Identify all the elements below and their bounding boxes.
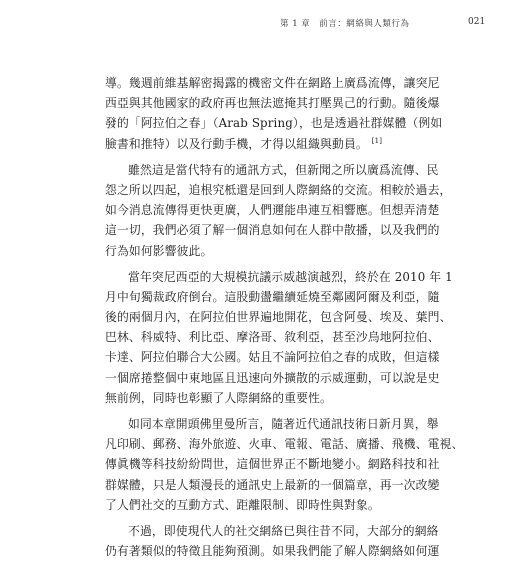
- text-line: [105, 267, 453, 287]
- line-text: 如今消息流傳得更快更廣，人們邇能串連互相響應。但想弄清楚: [105, 203, 440, 218]
- line-text: 不過，即使現代人的社交網絡已與往昔不同，大部分的網絡: [128, 523, 439, 538]
- paragraph: [105, 73, 443, 154]
- line-text: 導。幾週前維基解密揭露的機密文件在網路上廣爲流傳，讓突尼: [105, 76, 440, 90]
- line-text: 傳眞機等科技紛紛問世，這個世界正不斷地變小。網路科技和社: [105, 457, 440, 472]
- running-header: [0, 0, 520, 30]
- line-text: 行為如何影響彼此。: [105, 243, 213, 258]
- text-line: [105, 160, 439, 180]
- line-text: 後的兩個月內，在阿拉伯世界遍地開花，包含阿曼、埃及、葉門、: [105, 310, 452, 325]
- text-line: [105, 414, 439, 434]
- line-text: 凡印刷、郵務、海外旅遊、火車、電報、電話、廣播、飛機、電視、: [105, 437, 464, 452]
- text-line: [105, 93, 440, 113]
- paragraph: [105, 521, 440, 561]
- text-line: [105, 241, 429, 261]
- line-text: 無前例，同時也彰顯了人際網絡的重要性。: [105, 390, 332, 405]
- line-text: 一個席捲整個中東地區且迅速向外擴散的示威運動，可以說是史: [105, 370, 440, 385]
- text-line: [105, 134, 429, 154]
- line-text: 怨之所以四起，追根究柢還是回到人際網絡的交流。相較於過去，: [105, 182, 452, 197]
- line-text: 卡達、阿拉伯聯合大公國。姑且不論阿拉伯之春的成敗，但這樣: [105, 350, 440, 365]
- page-number: 021: [468, 17, 486, 27]
- text-line: [105, 327, 440, 347]
- text-line: [105, 495, 429, 515]
- text-line: [105, 113, 443, 133]
- line-text: 巴林、科威特、利比亞、摩洛哥、敘利亞，甚至沙烏地阿拉伯、: [105, 330, 440, 345]
- line-text: 群媒體，只是人類漫長的通訊史上最新的一個篇章，再一次改變: [105, 477, 440, 492]
- body-text: [105, 73, 464, 561]
- line-text: 當年突尼西亞的大規模抗議示威越演越烈，終於在 2010 年 1: [128, 269, 453, 284]
- text-line: [105, 454, 440, 474]
- line-text: 了人們社交的互動方式、距離限制、即時性與對象。: [105, 497, 380, 512]
- chapter-title: 第 1 章 前言：網絡與人類行為: [280, 19, 410, 29]
- text-line: [105, 200, 440, 220]
- line-text: 發的「阿拉伯之春」（Arab Spring），也是透過社群媒體（例如: [105, 116, 443, 131]
- text-line: [105, 180, 452, 200]
- paragraph: [105, 267, 453, 408]
- text-line: [105, 307, 452, 327]
- line-text: 西亞與其他國家的政府再也無法遮掩其打壓異己的行動。隨後爆: [105, 96, 440, 111]
- footnote-marker[interactable]: [1]: [371, 136, 383, 145]
- text-line: [105, 434, 464, 454]
- line-text: 雖然這是當代特有的通訊方式，但新聞之所以廣爲流傳、民: [128, 162, 439, 177]
- text-line: [105, 388, 429, 408]
- line-text: 仍有著類似的特徵且能夠預測。如果我們能了解人際網絡如何運: [105, 544, 440, 559]
- line-text: 這一切，我們必須了解一個消息如何在人群中散播，以及我們的: [105, 223, 440, 238]
- line-text: 如同本章開頭佛里曼所言，隨著近代通訊技術日新月異，舉: [128, 417, 439, 431]
- text-line: [105, 287, 440, 307]
- text-line: [105, 475, 440, 495]
- text-line: [105, 220, 440, 240]
- line-text: 月中旬獨裁政府倒台。這股動盪繼續延燒至鄰國阿爾及利亞，隨: [105, 289, 440, 304]
- text-line: [105, 521, 439, 541]
- text-line: [105, 73, 440, 93]
- line-text: 臉書和推特）以及行動手機，才得以組織與動員。: [105, 136, 368, 151]
- text-line: [105, 347, 440, 367]
- paragraph: [105, 160, 452, 261]
- text-line: [105, 368, 440, 388]
- text-line: [105, 541, 440, 561]
